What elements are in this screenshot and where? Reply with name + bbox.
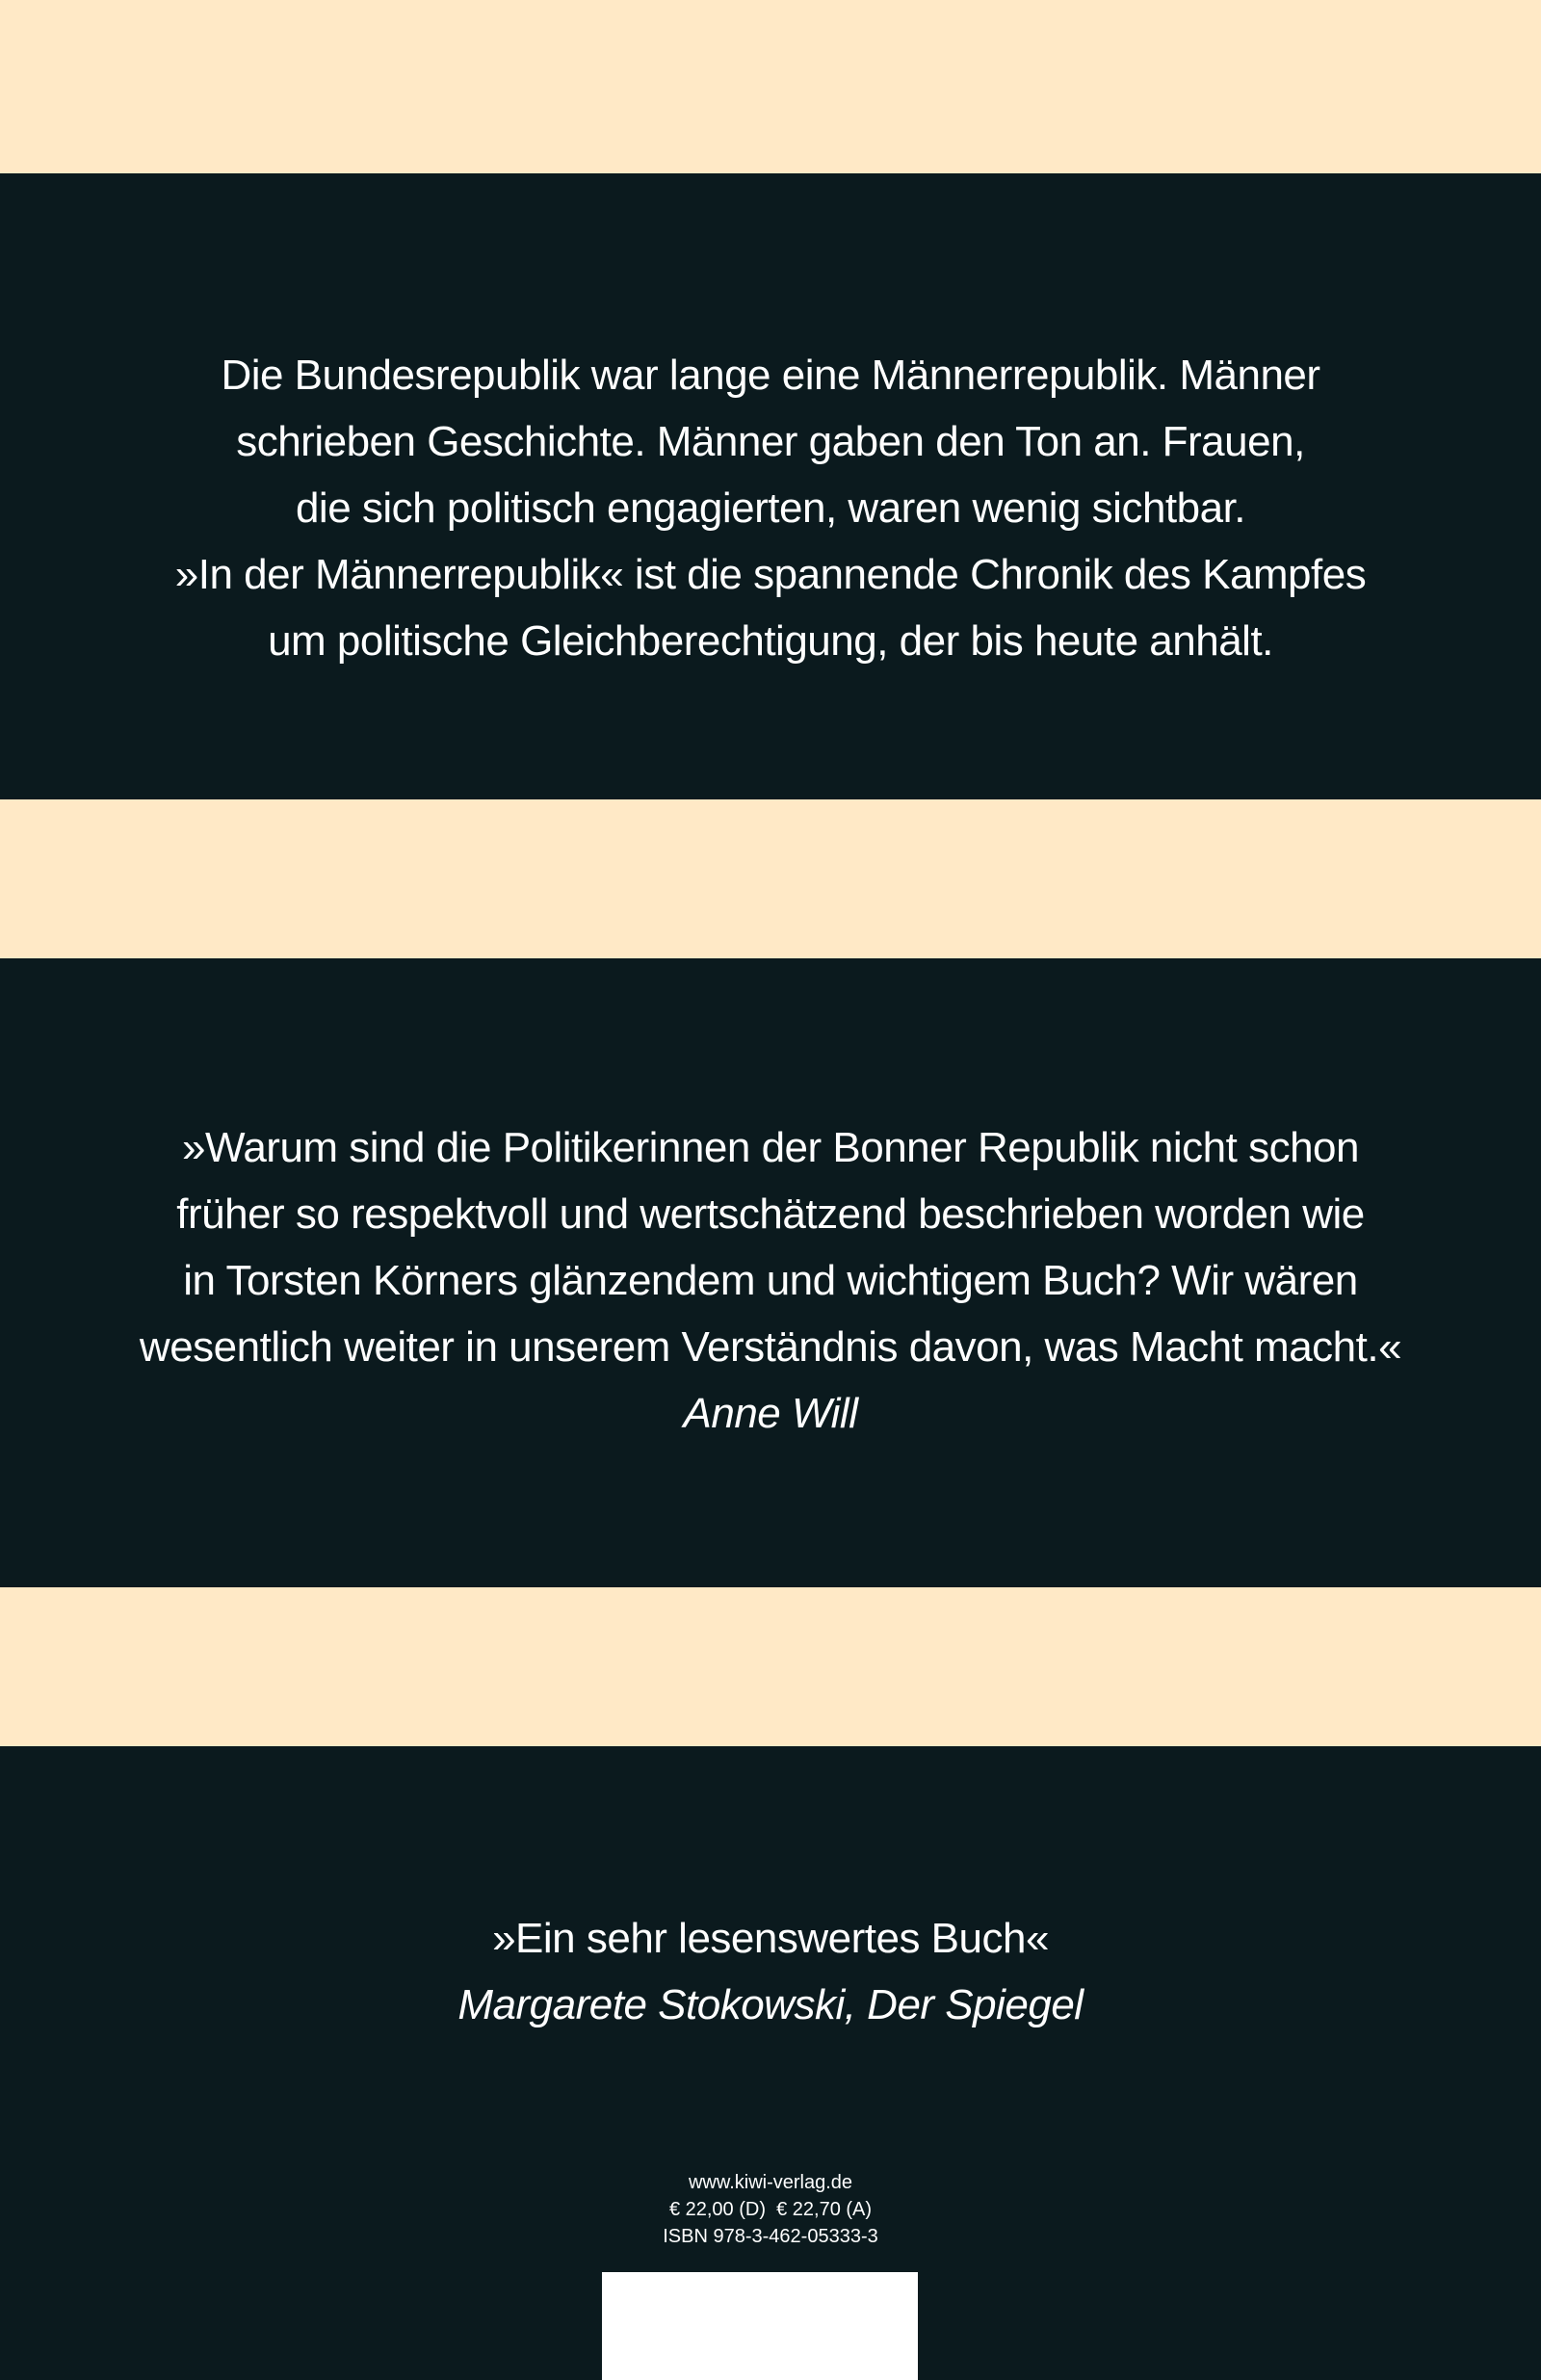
review-quote (0, 1114, 1541, 1447)
blurb-line: die sich politisch engagierten, waren wenig sichtbar. (295, 484, 1246, 532)
blurb-band (0, 173, 1541, 799)
quote-line: wesentlich weiter in unserem Verständnis davon, was Macht macht.« (139, 1323, 1402, 1371)
blurb-line: schrieben Geschichte. Männer gaben den Ton an. Frauen, (236, 418, 1305, 465)
barcode-area (602, 2272, 918, 2380)
quote-line: in Torsten Körners glänzendem und wichtigem Buch? Wir wären (183, 1257, 1358, 1304)
blurb-text (0, 342, 1541, 674)
quote-attribution: Margarete Stokowski, Der Spiegel (457, 1981, 1084, 2028)
quote-attribution: Anne Will (683, 1390, 858, 1437)
blurb-line: um politische Gleichberechtigung, der bis heute anhält. (268, 617, 1273, 665)
quote-line: früher so respektvoll und wertschätzend beschrieben worden wie (176, 1190, 1365, 1238)
blurb-line: Die Bundesrepublik war lange eine Männerrepublik. Männer (221, 352, 1320, 399)
price-info: € 22,00 (D) € 22,70 (A) (668, 2199, 873, 2220)
blurb-line: »In der Männerrepublik« ist die spannende Chronik des Kampfes (174, 551, 1367, 598)
quote-line: »Warum sind die Politikerinnen der Bonner Republik nicht schon (181, 1124, 1360, 1171)
quote-line: »Ein sehr lesenswertes Buch« (492, 1915, 1049, 1962)
publisher-imprint (0, 2169, 1541, 2250)
quote-band-anne-will (0, 958, 1541, 1587)
isbn: ISBN 978-3-462-05333-3 (663, 2226, 878, 2247)
quote-band-spiegel (0, 1746, 1541, 2380)
publisher-website: www.kiwi-verlag.de (688, 2172, 853, 2193)
review-quote (0, 1905, 1541, 2038)
